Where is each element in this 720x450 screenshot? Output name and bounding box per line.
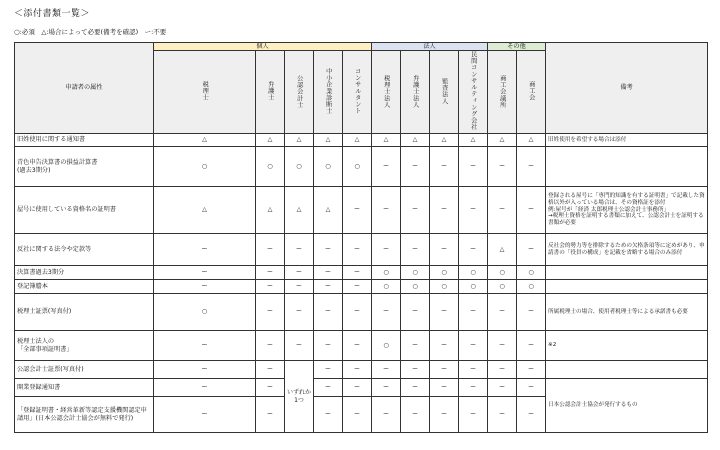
requirement-cell: ー [314, 361, 343, 379]
requirement-cell: ー [372, 397, 401, 433]
requirement-cell: ー [517, 294, 546, 331]
requirement-cell: ー [256, 280, 285, 294]
requirement-cell: ー [314, 266, 343, 280]
row-remarks: 日本公認会計士協会が発行するもの [546, 379, 708, 433]
requirement-cell: ー [430, 187, 459, 234]
requirement-cell: ー [343, 187, 372, 234]
requirement-cell: ○ [372, 280, 401, 294]
requirement-cell: ー [430, 294, 459, 331]
requirement-cell: ○ [517, 266, 546, 280]
requirement-cell: ー [314, 234, 343, 266]
requirement-cell: ー [488, 294, 517, 331]
requirement-cell: ー [517, 234, 546, 266]
table-row [15, 134, 708, 147]
requirement-cell: △ [154, 187, 256, 234]
row-attribute: 開業登録通知書 [15, 379, 154, 397]
col-header-chamber-of-commerce: 商工会議所 [488, 51, 517, 134]
requirement-cell: △ [256, 134, 285, 147]
requirement-cell: △ [430, 134, 459, 147]
row-remarks: 旧姓使用を希望する場合は添付 [546, 134, 708, 147]
requirement-cell: ー [459, 397, 488, 433]
requirement-cell: △ [314, 187, 343, 234]
table-row [15, 294, 708, 331]
requirement-cell: ○ [343, 147, 372, 187]
requirement-cell: ー [459, 331, 488, 361]
requirement-cell: ー [488, 147, 517, 187]
requirement-cell: ○ [401, 280, 430, 294]
requirement-cell: ー [154, 379, 256, 397]
row-remarks: 登録される屋号に「専門的知識を有する証明書」で記載した資格以外が入っている場合は、その資格証を添付 例:屋号が「経済 太郎税理士公認会計士事務所」 →税理士資格を証明する書類に加えて、公認会計士を証明する書類が必要 [546, 187, 708, 234]
col-header-kansa-houjin: 監査法人 [430, 51, 459, 134]
requirement-cell: ー [372, 147, 401, 187]
requirement-cell: ○ [459, 266, 488, 280]
group-individual: 個人 [154, 43, 372, 51]
requirement-cell: △ [314, 134, 343, 147]
requirement-cell: ー [488, 397, 517, 433]
requirement-cell: ー [517, 331, 546, 361]
row-remarks [546, 147, 708, 187]
row-attribute: 税理士法人の 「全部事項証明書」 [15, 331, 154, 361]
requirement-cell: ー [401, 331, 430, 361]
requirement-cell: ○ [401, 266, 430, 280]
requirement-cell: ー [401, 187, 430, 234]
requirement-cell: ー [459, 147, 488, 187]
row-attribute: 公認会計士証票(写真付) [15, 361, 154, 379]
requirement-cell: ー [401, 147, 430, 187]
requirement-cell: △ [343, 134, 372, 147]
requirement-cell: △ [488, 234, 517, 266]
requirement-cell: ー [256, 266, 285, 280]
requirement-cell: ー [256, 294, 285, 331]
requirement-cell: ー [285, 294, 314, 331]
requirement-cell: ー [314, 280, 343, 294]
requirement-cell: ー [314, 331, 343, 361]
requirement-cell: ー [430, 361, 459, 379]
requirement-cell: △ [459, 134, 488, 147]
requirement-cell: △ [372, 134, 401, 147]
requirement-cell: ー [154, 331, 256, 361]
col-header-zeirishi-houjin: 税理士法人 [372, 51, 401, 134]
requirement-cell: ー [343, 397, 372, 433]
col-header-private-consulting: 民間コンサルティング会社 [459, 51, 488, 134]
requirement-cell: ー [459, 187, 488, 234]
requirement-cell: ー [343, 294, 372, 331]
row-attribute: 青色申告決算書の損益計算書 (過去3期分) [15, 147, 154, 187]
requirement-cell: ー [256, 331, 285, 361]
table-row [15, 379, 708, 397]
requirement-cell: ○ [285, 147, 314, 187]
requirement-cell: ○ [372, 331, 401, 361]
either-one-cell: いずれか1つ [285, 361, 314, 433]
table-row [15, 234, 708, 266]
requirement-cell: ー [285, 331, 314, 361]
requirement-cell: ー [459, 294, 488, 331]
row-attribute: 旧姓使用に関する通知書 [15, 134, 154, 147]
requirement-cell: △ [256, 187, 285, 234]
requirement-cell: △ [517, 134, 546, 147]
requirement-cell: ○ [488, 266, 517, 280]
requirement-cell: ー [488, 187, 517, 234]
requirement-cell: ー [285, 234, 314, 266]
requirement-cell: ー [343, 361, 372, 379]
requirement-cell: ー [488, 379, 517, 397]
table-row [15, 331, 708, 361]
requirement-cell: ー [517, 379, 546, 397]
remarks-header: 備考 [546, 43, 708, 134]
requirement-cell: ○ [488, 280, 517, 294]
row-remarks: ※2 [546, 331, 708, 361]
requirement-cell: ー [285, 280, 314, 294]
col-header-zeirishi: 税理士 [154, 51, 256, 134]
requirement-cell: ー [372, 294, 401, 331]
requirement-cell: ー [517, 147, 546, 187]
requirement-cell: ー [154, 361, 256, 379]
col-header-commerce-association: 商工会 [517, 51, 546, 134]
requirement-cell: ー [430, 147, 459, 187]
legend: ○:必須 △:場合によって必要(備考を確認) ー:不要 [14, 28, 167, 36]
requirement-cell: ー [154, 234, 256, 266]
requirement-cell: ー [372, 361, 401, 379]
requirement-cell: ー [459, 234, 488, 266]
col-header-consultant: コンサルタント [343, 51, 372, 134]
requirement-cell: ○ [517, 280, 546, 294]
col-header-shindanshi: 中小企業診断士 [314, 51, 343, 134]
requirement-cell: ー [401, 294, 430, 331]
col-header-bengoshi-houjin: 弁護士法人 [401, 51, 430, 134]
table-row [15, 280, 708, 294]
row-attribute: 登記簿謄本 [15, 280, 154, 294]
requirement-cell: ○ [372, 266, 401, 280]
requirement-cell: ー [430, 331, 459, 361]
requirement-cell: ー [459, 361, 488, 379]
requirement-cell: ー [154, 266, 256, 280]
row-attribute: 「登録証明書・経営革新等認定支援機関認定申請用」(日本公認会計士協会が無料で発行) [15, 397, 154, 433]
requirement-cell: ー [401, 234, 430, 266]
requirement-cell: ー [256, 361, 285, 379]
requirement-cell: ー [401, 397, 430, 433]
attribute-header: 申請者の属性 [15, 43, 154, 134]
requirement-cell: ー [372, 379, 401, 397]
row-remarks: 所属税理士の場合、使用者税理士等による承諾書も必要 [546, 294, 708, 331]
requirement-cell: ー [154, 397, 256, 433]
requirement-cell: ○ [430, 280, 459, 294]
row-attribute: 屋号に使用している資格名の証明書 [15, 187, 154, 234]
requirement-cell: ー [430, 234, 459, 266]
requirement-cell: ○ [459, 280, 488, 294]
requirement-cell: ー [430, 397, 459, 433]
requirement-cell: ー [430, 379, 459, 397]
requirement-cell: ー [256, 397, 285, 433]
requirement-cell: ー [343, 331, 372, 361]
requirement-cell: ー [256, 234, 285, 266]
row-attribute: 税理士証票(写真付) [15, 294, 154, 331]
requirement-cell: ー [343, 234, 372, 266]
row-remarks [546, 266, 708, 280]
requirement-cell: ー [488, 361, 517, 379]
requirement-cell: ー [401, 379, 430, 397]
table-row [15, 147, 708, 187]
table-row [15, 361, 708, 379]
col-header-kaikeishi: 公認会計士 [285, 51, 314, 134]
requirement-cell: ○ [154, 294, 256, 331]
requirement-cell: ー [154, 280, 256, 294]
requirement-cell: ○ [256, 147, 285, 187]
requirement-cell: ー [314, 294, 343, 331]
attachments-table [14, 42, 708, 433]
requirement-cell: ー [401, 361, 430, 379]
requirement-cell: ー [343, 266, 372, 280]
requirement-cell: ー [488, 331, 517, 361]
requirement-cell: △ [401, 134, 430, 147]
requirement-cell: ー [285, 266, 314, 280]
requirement-cell: △ [285, 134, 314, 147]
requirement-cell: ー [459, 379, 488, 397]
table-row [15, 266, 708, 280]
table-row [15, 187, 708, 234]
requirement-cell: ○ [314, 147, 343, 187]
requirement-cell: ー [517, 397, 546, 433]
requirement-cell: ー [517, 187, 546, 234]
row-remarks: 反社会的勢力等を排除するための欠格条項等に定めがあり、申請書の「役員の構成」を記載を省略する場合のみ添付 [546, 234, 708, 266]
group-corporation: 法人 [372, 43, 488, 51]
requirement-cell: △ [488, 134, 517, 147]
requirement-cell: ー [314, 397, 343, 433]
row-attribute: 反社に関する法令や定款等 [15, 234, 154, 266]
requirement-cell: ー [343, 379, 372, 397]
requirement-cell: ○ [430, 266, 459, 280]
row-attribute: 決算書過去3期分 [15, 266, 154, 280]
requirement-cell: ー [256, 379, 285, 397]
requirement-cell: ー [517, 361, 546, 379]
requirement-cell: ○ [154, 147, 256, 187]
requirement-cell: ー [372, 234, 401, 266]
row-remarks [546, 361, 708, 379]
row-remarks [546, 280, 708, 294]
requirement-cell: ー [343, 280, 372, 294]
col-header-bengoshi: 弁護士 [256, 51, 285, 134]
requirement-cell: △ [285, 187, 314, 234]
requirement-cell: △ [154, 134, 256, 147]
page-title: ＜添付書類一覧＞ [14, 9, 91, 19]
requirement-cell: ー [372, 187, 401, 234]
group-other: その他 [488, 43, 546, 51]
requirement-cell: ー [314, 379, 343, 397]
